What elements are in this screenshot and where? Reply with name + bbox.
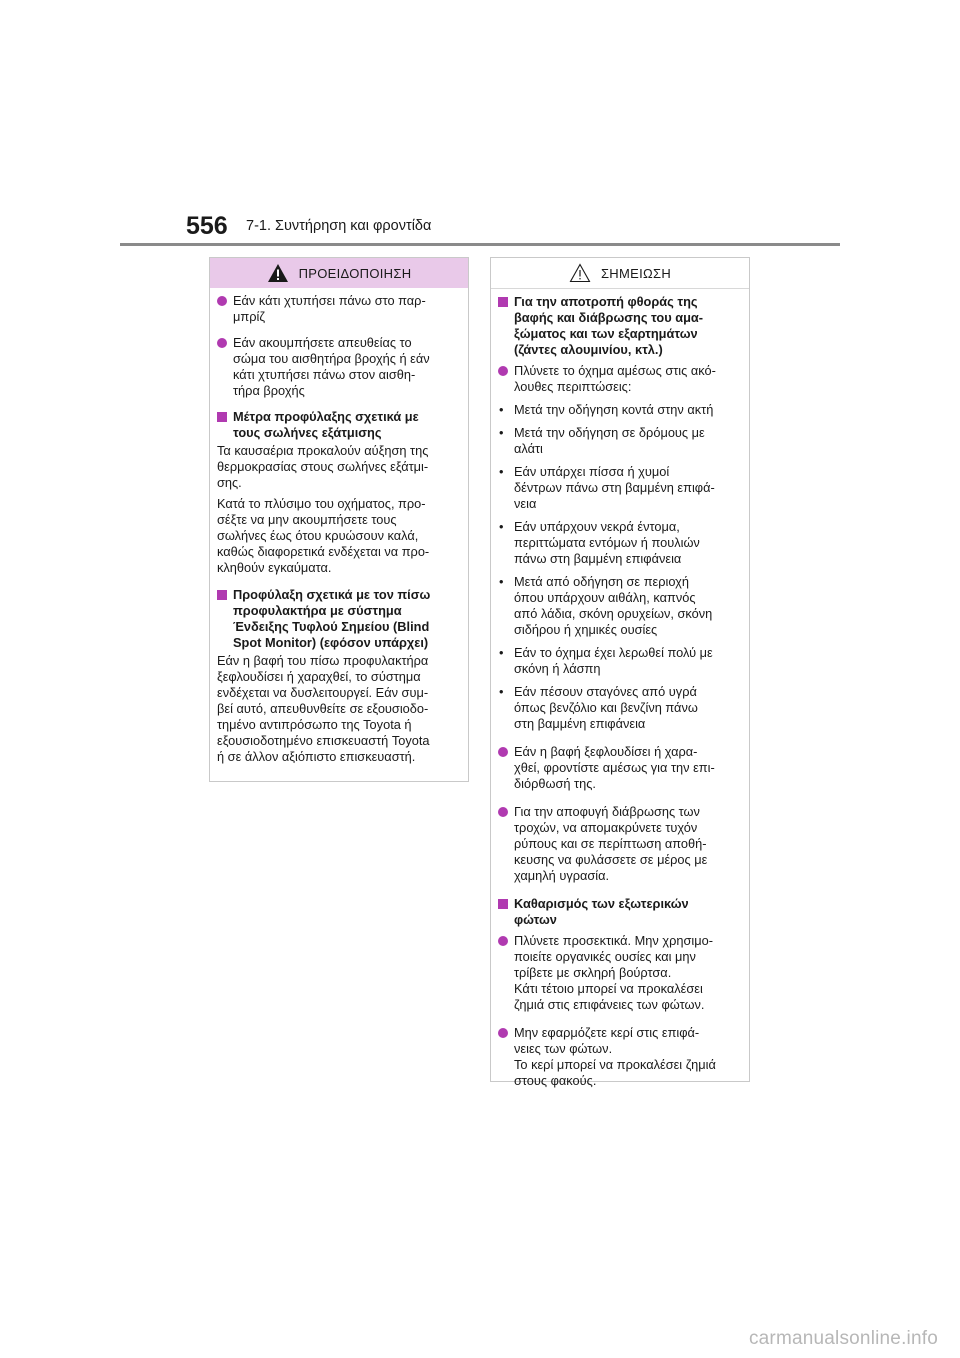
section-heading-bumper <box>217 587 460 651</box>
header-divider <box>120 243 840 246</box>
bullet-dot-icon <box>498 807 508 817</box>
bullet-text: Για την αποφυγή διάβρωσης των τροχών, να απομακρύνετε τυχόν ρύπους και σε περίπτωση αποθή- κευσης να φυλάσσετε σε μέρος με χαμηλή υγρασία. <box>514 804 708 883</box>
notice-body <box>491 289 749 1089</box>
bullet-text: Μετά την οδήγηση σε δρόμους με αλάτι <box>514 425 705 456</box>
site-watermark: carmanualsonline.info <box>748 1328 938 1349</box>
list-item <box>498 464 741 512</box>
square-bullet-icon <box>498 899 508 909</box>
paragraph: Κατά το πλύσιμο του οχήματος, προ- σέξτε να μην ακουμπήσετε τους σωλήνες έως ότου κρυώσουν καλά, καθώς διαφορετικά ενδέχεται να προ- κληθούν εγκαύματα. <box>217 496 430 575</box>
bullet-text: Εάν το όχημα έχει λερωθεί πολύ με σκόνη ή λάσπη <box>514 645 713 676</box>
bullet-dot-icon <box>217 296 227 306</box>
paragraph: Τα καυσαέρια προκαλούν αύξηση της θερμοκρασίας στους σωλήνες εξάτμι- σης. <box>217 443 429 490</box>
paragraph: Εάν η βαφή του πίσω προφυλακτήρα ξεφλουδίσει ή χαραχθεί, το σύστημα ενδέχεται να δυσλειτουργεί. Εάν συμ- βεί αυτό, απευθυνθείτε σε εξουσιοδο- τημένο αντιπρόσωπο της Toyota ή εξουσιοδοτημένο επισκευαστή Toyota ή σε άλλον αξιόπιστο επισκευαστή. <box>217 653 430 764</box>
page-number: 556 <box>186 212 228 240</box>
list-item <box>217 293 460 325</box>
bullet-text: Εάν κάτι χτυπήσει πάνω στο παρ- μπρίζ <box>233 293 426 324</box>
list-item <box>498 804 741 884</box>
bullet-mark: • <box>499 574 504 589</box>
list-item <box>498 363 741 395</box>
bullet-mark: • <box>499 645 504 660</box>
list-item <box>498 574 741 638</box>
bullet-dot-icon <box>498 747 508 757</box>
list-item <box>498 1025 741 1089</box>
square-bullet-icon <box>217 590 227 600</box>
heading-text: Για την αποτροπή φθοράς της βαφής και διάβρωσης του αμα- ξώματος και των εξαρτημάτων (ζάντες αλουμινίου, κτλ.) <box>514 294 704 357</box>
bullet-text: Εάν υπάρχουν νεκρά έντομα, περιττώματα εντόμων ή πουλιών πάνω στη βαμμένη επιφάνεια <box>514 519 700 566</box>
bullet-text: Εάν η βαφή ξεφλουδίσει ή χαρα- χθεί, φροντίστε αμέσως για την επι- διόρθωσή της. <box>514 744 715 791</box>
list-item <box>498 519 741 567</box>
square-bullet-icon <box>498 297 508 307</box>
list-item <box>498 425 741 457</box>
warning-header <box>210 258 468 288</box>
bullet-dot-icon <box>498 366 508 376</box>
bullet-text: Μην εφαρμόζετε κερί στις επιφά- νειες των φώτων. Το κερί μπορεί να προκαλέσει ζημιά στους φακούς. <box>514 1025 716 1088</box>
notice-triangle-icon <box>569 263 591 283</box>
bullet-dot-icon <box>217 338 227 348</box>
bullet-mark: • <box>499 684 504 699</box>
list-item <box>498 684 741 732</box>
bullet-text: Εάν πέσουν σταγόνες από υγρά όπως βενζόλιο και βενζίνη πάνω στη βαμμένη επιφάνεια <box>514 684 698 731</box>
notice-box <box>490 257 750 1088</box>
bullet-mark: • <box>499 519 504 534</box>
list-item <box>498 933 741 1013</box>
notice-header <box>491 258 749 289</box>
warning-triangle-icon <box>267 263 289 283</box>
bullet-dot-icon <box>498 1028 508 1038</box>
bullet-text: Μετά την οδήγηση κοντά στην ακτή <box>514 402 714 417</box>
section-title: 7-1. Συντήρηση και φροντίδα <box>246 218 432 234</box>
bullet-text: Πλύνετε προσεκτικά. Μην χρησιμο- ποιείτε οργανικές ουσίες και μην τρίβετε με σκληρή βούρτσα. Κάτι τέτοιο μπορεί να προκαλέσει ζημιά στις επιφάνειες των φώτων. <box>514 933 713 1012</box>
section-heading-corrosion <box>498 294 741 358</box>
heading-text: Προφύλαξη σχετικά με τον πίσω προφυλακτήρα με σύστημα Ένδειξης Τυφλού Σημείου (Blind Spot Monitor) (εφόσον υπάρχει) <box>233 587 431 650</box>
bullet-mark: • <box>499 425 504 440</box>
warning-title: ΠΡΟΕΙΔΟΠΟΙΗΣΗ <box>298 265 412 281</box>
bullet-text: Πλύνετε το όχημα αμέσως στις ακό- λουθες περιπτώσεις: <box>514 363 716 394</box>
bullet-text: Εάν ακουμπήσετε απευθείας το σώμα του αισθητήρα βροχής ή εάν κάτι χτυπήσει πάνω στον αισθη- τήρα βροχής <box>233 335 430 398</box>
list-item <box>498 402 741 418</box>
page-header <box>186 212 846 246</box>
bullet-dot-icon <box>498 936 508 946</box>
warning-body <box>210 288 468 765</box>
section-heading-lights <box>498 896 741 928</box>
heading-text: Μέτρα προφύλαξης σχετικά με τους σωλήνες εξάτμισης <box>233 409 419 440</box>
list-item <box>498 645 741 677</box>
heading-text: Καθαρισμός των εξωτερικών φώτων <box>514 896 689 927</box>
warning-box <box>209 257 469 782</box>
square-bullet-icon <box>217 412 227 422</box>
list-item <box>217 335 460 399</box>
section-heading-exhaust <box>217 409 460 441</box>
bullet-text: Εάν υπάρχει πίσσα ή χυμοί δέντρων πάνω στη βαμμένη επιφά- νεια <box>514 464 715 511</box>
list-item <box>498 744 741 792</box>
bullet-mark: • <box>499 402 504 417</box>
bullet-text: Μετά από οδήγηση σε περιοχή όπου υπάρχουν αιθάλη, καπνός από λάδια, σκόνη ορυχείων, σκόνη σιδήρου ή χημικές ουσίες <box>514 574 713 637</box>
bullet-mark: • <box>499 464 504 479</box>
notice-title: ΣΗΜΕΙΩΣΗ <box>600 265 672 281</box>
